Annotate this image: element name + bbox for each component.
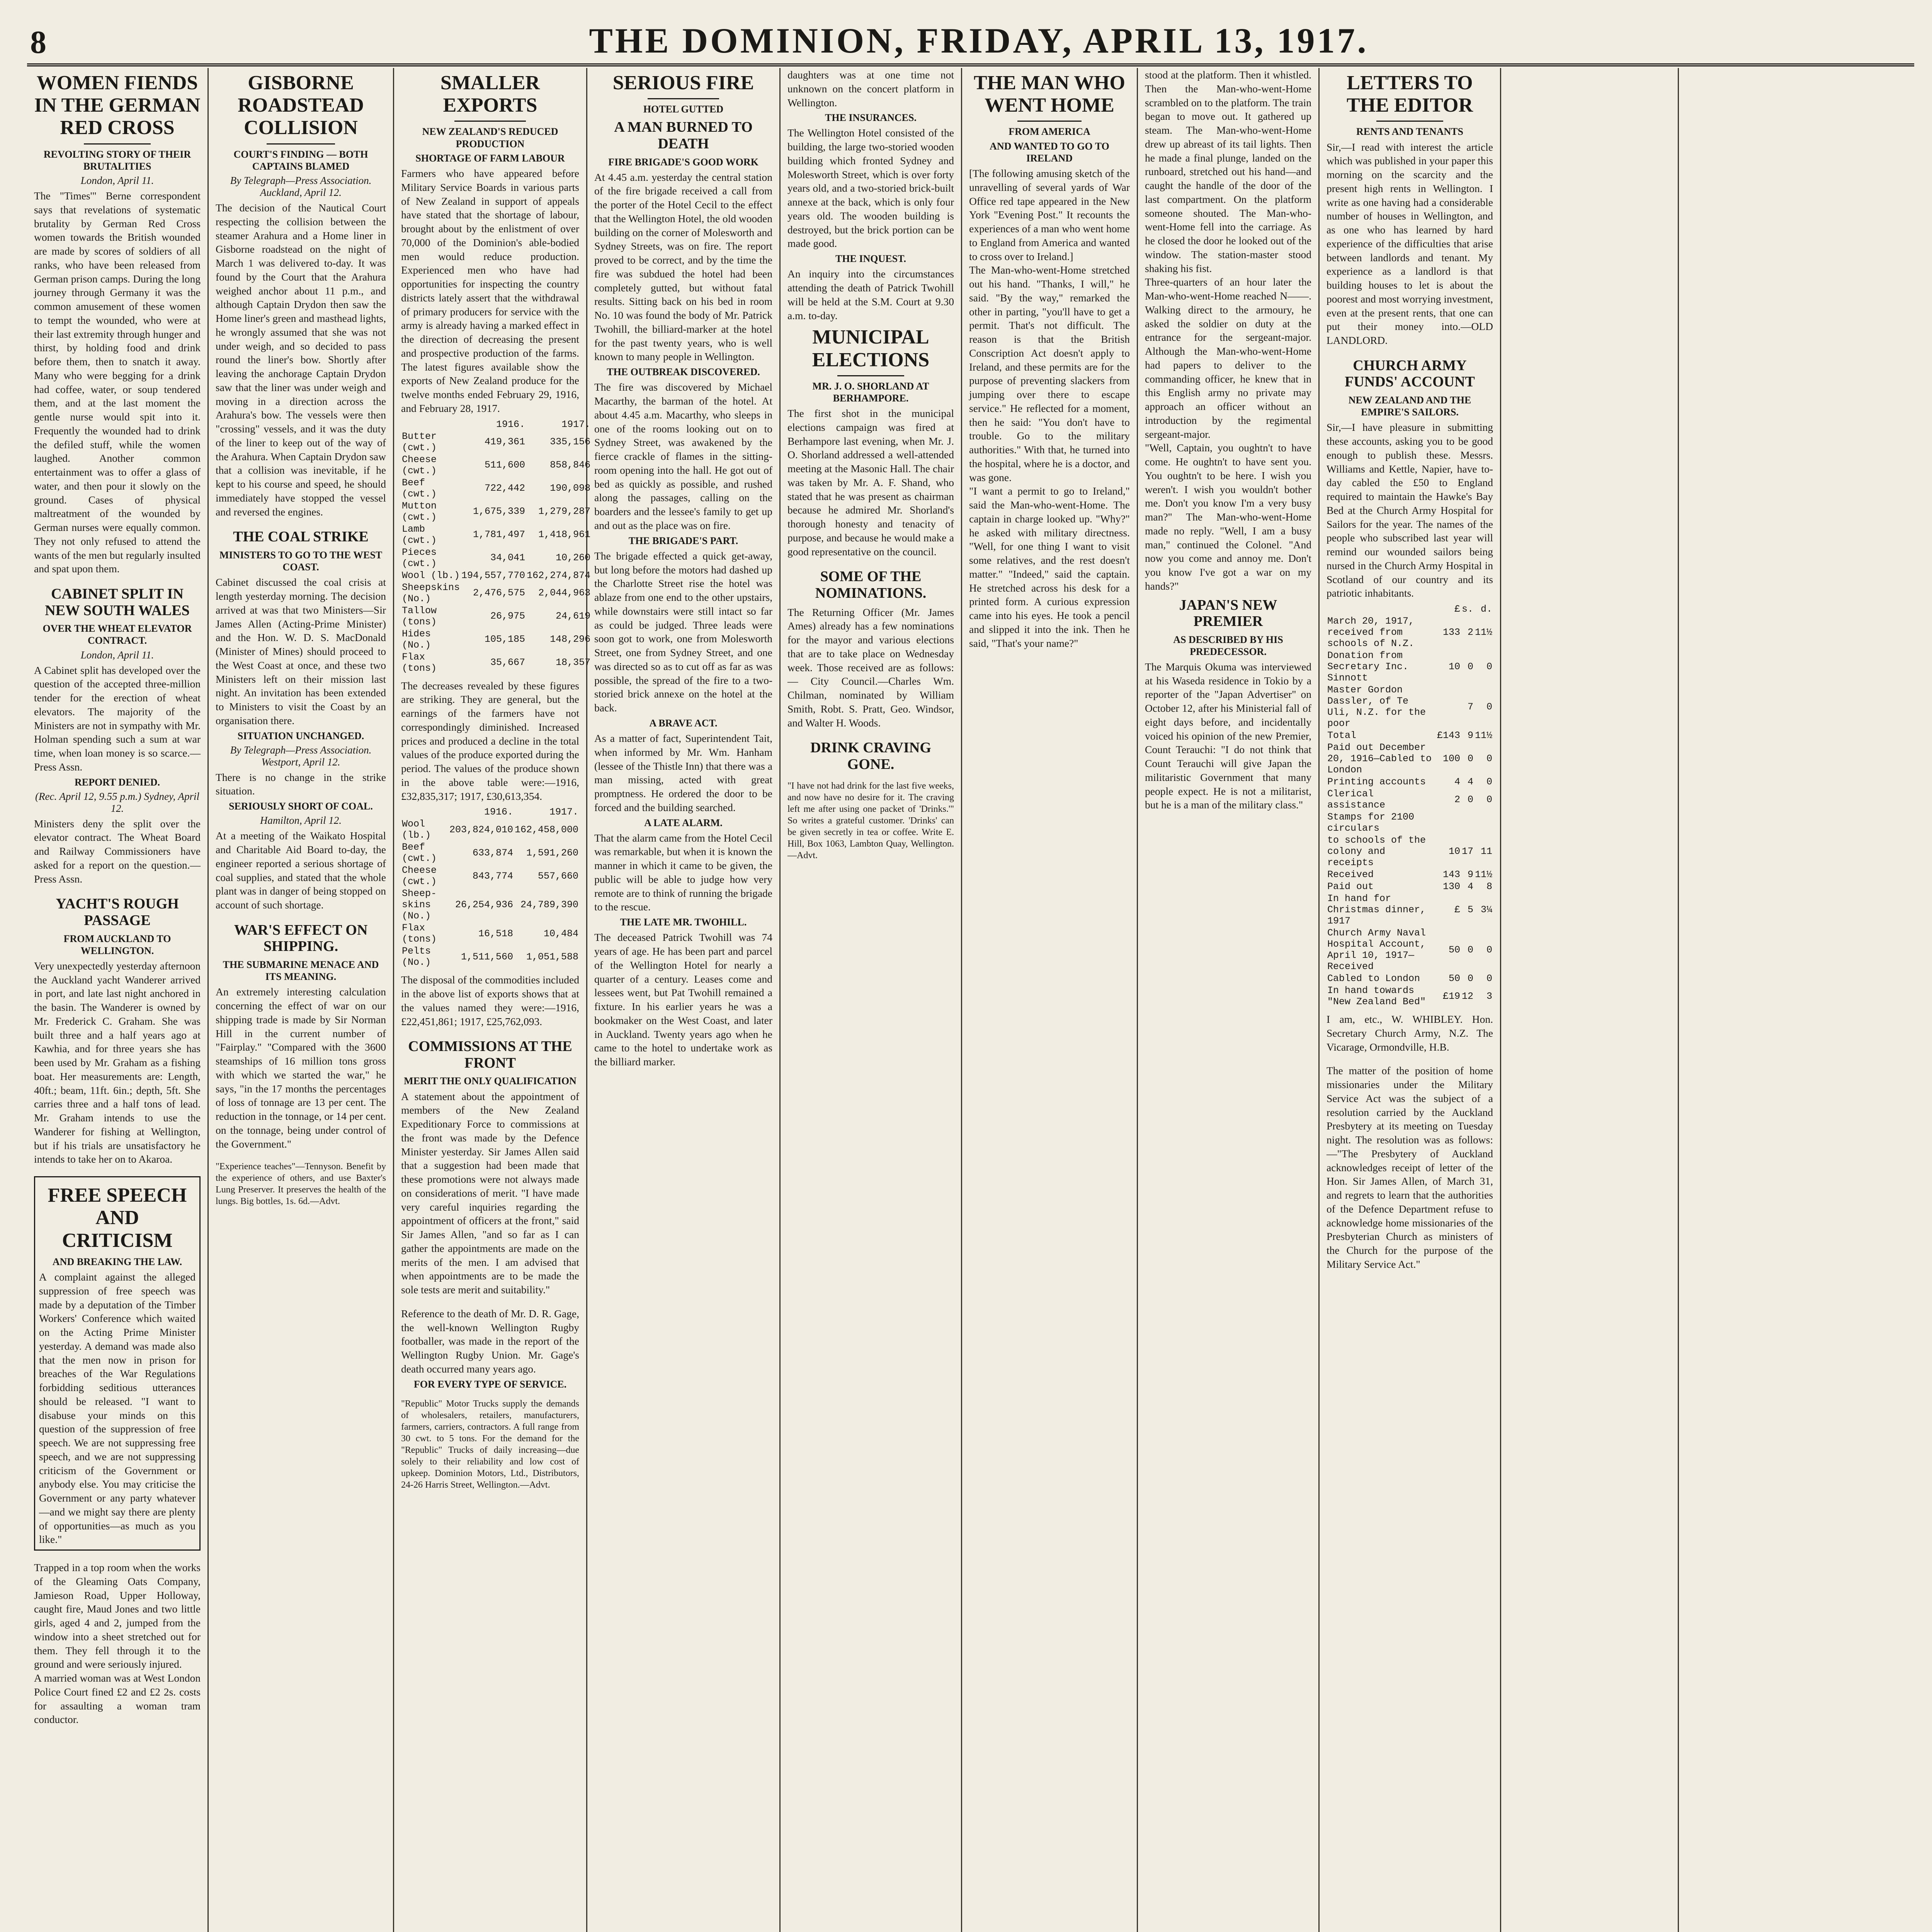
article-body: There is no change in the strike situation. — [216, 771, 386, 797]
article-body: The disposal of the commodities included in the above list of exports shows that at the values named they were:—1916, £22,451,861; 1917, £25,762,093. — [401, 974, 579, 1027]
table-cell: 3¼ — [1480, 904, 1492, 916]
article-body: Three-quarters of an hour later the Man-who-went-Home reached N——. Walking direct to the armoury, he asked the soldier on duty at the entrance for the sergeant-major. Although the Man-who-went-Home had papers to deliver to the commanding officer, he knew that in this English army no private may approach an officer without an introduction by the regimental sergeant-major. — [1145, 276, 1311, 440]
subheadline: A LATE ALARM. — [644, 817, 723, 828]
table-row — [1327, 881, 1493, 893]
table-row — [401, 922, 579, 945]
table-cell: 10,484 — [543, 928, 578, 939]
article-continued: stood at the platform. Then it whistled. Then the Man-who-went-Home scrambled on to the platform. The train began to move out. It gathered up steam. The Man-who-went-Home drew up abreast of its tail lights. Then he made a final plunge, landed on the runboard, stretched out his hand—and caught the handle of the door of the last compartment. On the platform someone shouted. The Man-who-went-Home fell into the carriage. As he closed the door he looked out of the window. The station-master stood shaking his fist. — [1145, 69, 1311, 274]
divider — [84, 143, 150, 145]
article-shipping — [216, 922, 386, 1151]
article-commissions — [401, 1038, 579, 1297]
subheadline: REPORT DENIED. — [74, 776, 160, 788]
article-smaller-exports — [401, 72, 591, 1028]
table-header-row — [401, 418, 591, 430]
dateline: By Telegraph—Press Association. Auckland, April 12. — [230, 175, 372, 199]
table-cell: 0 — [1486, 973, 1492, 985]
table-cell: Church Army Naval Hospital Account, April 10, 1917—Received — [1327, 927, 1426, 973]
table-row — [401, 841, 579, 864]
table-row — [401, 945, 579, 968]
subheadline: THE INQUEST. — [835, 253, 906, 265]
table-cell: 1,781,497 — [473, 529, 526, 541]
article-body: Sir,—I have pleasure in submitting these accounts, asking you to be good enough to publish these. Messrs. Williams and Kettle, Napier, have to-day cabled the £50 to England required to maintain the Hawke's Bay Bed at the Church Army Hospital for Sailors for the year. The names of the people who subscribed last year will remind our wounded sailors being nursed in the Church Army Hospital in Scotland of our country and its patriotic inhabitants. — [1327, 421, 1493, 599]
table-cell: 4 — [1467, 881, 1473, 893]
table-header: £ — [1454, 604, 1460, 615]
table-cell: 105,185 — [485, 634, 526, 645]
subheadline: OVER THE WHEAT ELEVATOR CONTRACT. — [43, 623, 192, 646]
advertisement: "Experience teaches"—Tennyson. Benefit by the experience of others, and use Baxter's Lung Preserver. It preserves the health of the lungs. Big bottles, 1s. 6d.—Advt. — [216, 1162, 386, 1207]
table-cell: 0 — [1467, 944, 1473, 956]
article-free-speech — [34, 1176, 201, 1551]
table-cell: 4 — [1454, 776, 1460, 788]
table-cell: 0 — [1486, 776, 1492, 788]
table-cell: 17 — [1461, 846, 1473, 857]
masthead — [27, 15, 1914, 66]
table-cell: 3 — [1486, 990, 1492, 1002]
subheadline: THE INSURANCES. — [825, 112, 917, 124]
table-cell: 26,254,936 — [455, 899, 513, 911]
table-cell: Cheese (cwt.) — [402, 454, 437, 476]
table-cell: £19 — [1442, 990, 1460, 1002]
table-cell: Sheep-skins (No.) — [402, 888, 437, 922]
article-body: The deceased Patrick Twohill was 74 years of age. He has been part and parcel of the Wellington Hotel for nearly a quarter of a century. Leases come and lessees went, but Pat Twohill remained a fixture. In his earlier years he was a bookmaker on the West Coast, and later in Auckland. Twenty years ago when he came to the hotel to undertake work as the billiard marker. — [594, 931, 772, 1068]
table-cell: 16,518 — [478, 928, 513, 939]
article-body: The "Times'" Berne correspondent says that revelations of systematic brutality by German Red Cross women towards the British wounded are made by scores of soldiers of all ranks, who have been released from German prison camps. During the long journey through Germany it was the common amusement of these women to tempt the wounded, who were at their last extremity through hunger and thirst, by holding food and drink before them, then to snatch it away. Many who were begging for a drink had coffee, water, or soup tendered them, and at the last moment the gentle nurse would spit into it. Frequently the wounded had to drink the defiled stuff, while the women laughed. Another common entertainment was to offer a glass of water, and then pour it slowly on the ground. Cases of physical maltreatment of the wounded by German nurses were equally common. They not only refused to attend the wants of the men but regularly insulted and spat upon them. — [34, 190, 201, 575]
table-row — [401, 818, 579, 841]
table-row — [401, 628, 591, 651]
article-body: An extremely interesting calculation concerning the effect of war on our shipping trade is made by Sir Norman Hill in the current number of "Fairplay." "Compared with the 3600 steamships of 16 million tons gross with which we started the war," he says, "in the 17 months the percentages of loss of tonnage are 13 per cent. The reduction in the tonnage, or 14 per cent. on the tonnage, being under control of the Government." — [216, 986, 386, 1150]
table-cell — [1474, 811, 1493, 834]
table-cell — [1436, 684, 1461, 730]
table-cell: 12 — [1461, 990, 1473, 1002]
subheadline: A BRAVE ACT. — [649, 717, 718, 729]
article-body: As a matter of fact, Superintendent Tait, when informed by Mr. Wm. Hanham (lessee of the Thistle Inn) that there was a man missing, acted with great promptness. He ordered the door to be forced and the building searched. — [594, 732, 772, 813]
table-row — [401, 546, 591, 570]
table-row — [1327, 927, 1493, 973]
table-row — [1327, 742, 1493, 776]
column-5 — [781, 68, 962, 1932]
table-cell: Sheepskins (No.) — [402, 582, 460, 604]
column-9 — [1501, 68, 1679, 1932]
headline: GISBORNE ROADSTEAD COLLISION — [238, 72, 364, 139]
table-cell: Received — [1327, 869, 1374, 881]
table-cell: 18,357 — [556, 657, 591, 668]
headline: FREE SPEECH AND CRITICISM — [48, 1184, 187, 1252]
table-cell: 5 — [1467, 904, 1473, 916]
article-intro: [The following amusing sketch of the unravelling of several yards of War Office red tape appeared in the New York "Evening Post." It recounts the experiences of a man who went home to England from America and wanted to cross over to Ireland.] — [969, 167, 1130, 262]
table-cell: 4 — [1467, 776, 1473, 788]
table-cell: Total — [1327, 730, 1357, 742]
table-row — [1327, 650, 1493, 684]
table-cell: 10,260 — [556, 552, 591, 564]
article-body: Sir,—I read with interest the article which was published in your paper this morning on the scarcity and the present high rents in Wellington. I write as one having had a considerable number of houses in Wellington, and as one who has learned by hard experience of the difficulties that arise between landlords and tenant. My experience as a landlord is that building houses to let is about the poorest and most worrying investment, even at the present rents, that one can put their money into.—OLD LANDLORD. — [1327, 141, 1493, 347]
table-cell: 9 — [1467, 730, 1473, 742]
table-cell: 0 — [1467, 661, 1473, 673]
table-header — [401, 418, 461, 430]
table-cell: 9 — [1467, 869, 1473, 881]
article-body: Cabinet discussed the coal crisis at length yesterday morning. The decision arrived at was that two Ministers—Sir James Allen (Acting-Prime Minister) and the Hon. W. D. S. MacDonald (Minister of Mines) should proceed to the West Coast at once, and these two Ministers left on their mission last night. An invitation has been extended to Ministers to visit the Coast by an organisation there. — [216, 576, 386, 726]
table-cell: 130 — [1442, 881, 1460, 893]
table-cell: 162,274,874 — [527, 570, 591, 581]
article-cabinet-split — [34, 586, 201, 886]
table-cell: Cheese (cwt.) — [402, 865, 437, 888]
table-header: 1917. — [561, 418, 591, 430]
table-cell: Wool (lb.) — [402, 570, 460, 581]
table-row — [1327, 684, 1493, 730]
article-body: The Man-who-went-Home stretched out his hand. "Thanks, I will," he said. "By the way," remarked the other in parting, "you'll have to get a permit. That's not difficult. The reason is that the British Conscription Act doesn't apply to Ireland, and these permits are for the purpose of preventing slackers from jumping over there to escape service." He reflected for a moment, then he said: "You don't have to trouble. Go to the military authorities." With that, he turned into the hospital, where he is a doctor, and was gone. — [969, 264, 1130, 483]
divider — [1017, 121, 1082, 122]
headline: SOME OF THE NOMINATIONS. — [815, 568, 927, 602]
article-body: A statement about the appointment of members of the New Zealand Expeditionary Force to commissions at the front was made by the Defence Minister yesterday. Sir James Allen said that a suggestion had been made that these promotions were not always made on considerations of merit. "I have made very careful inquiries regarding the appointment of officers at the front," said Sir James Allen, "and so far as I can gather the appointments are made on the merits of the men. I am advised that when appointments are to be made the sole tests are merit and suitability." — [401, 1090, 579, 1296]
table-cell: Wool (lb.) — [402, 818, 431, 841]
subheadline: SITUATION UNCHANGED. — [237, 730, 364, 742]
table-cell: 419,361 — [485, 436, 526, 448]
table-row — [401, 477, 591, 500]
table-row — [1327, 893, 1493, 927]
table-cell: Flax (tons) — [402, 922, 437, 945]
divider — [454, 121, 526, 122]
column-10 — [1679, 68, 1914, 1932]
table-cell: Pieces (cwt.) — [402, 546, 437, 569]
table-cell: 24,789,390 — [520, 899, 578, 911]
column-6 — [962, 68, 1138, 1932]
table-cell: Pelts (No.) — [402, 946, 431, 968]
page-title: THE DOMINION, FRIDAY, APRIL 13, 1917. — [589, 21, 1369, 60]
article-serious-fire — [594, 72, 772, 1069]
article-yacht — [34, 896, 201, 1166]
table-row — [1327, 615, 1493, 650]
table-cell: 11½ — [1475, 730, 1492, 742]
column-1 — [27, 68, 209, 1932]
subheadline: THE BRIGADE'S PART. — [628, 535, 738, 546]
table-cell: Donation from Secretary Inc. Sinnott — [1327, 650, 1409, 684]
table-header: d. — [1480, 604, 1492, 615]
table-cell: 0 — [1486, 753, 1492, 765]
exports-table-1 — [401, 418, 591, 674]
exports-table-2 — [401, 806, 579, 968]
divider — [837, 375, 904, 376]
table-cell: 1,591,260 — [526, 847, 578, 859]
table-row — [401, 430, 591, 454]
table-header: 1916. — [484, 806, 513, 818]
subheadline: THE LATE MR. TWOHILL. — [620, 917, 747, 928]
table-cell: Mutton (cwt.) — [402, 500, 437, 523]
table-cell: Paid out — [1327, 881, 1374, 893]
signature: I am, etc., W. WHIBLEY. Hon. Secretary Church Army, N.Z. The Vicarage, Ormondville, H.B. — [1327, 1013, 1493, 1053]
dateline: London, April 11. — [80, 175, 154, 187]
table-cell: 190,098 — [550, 483, 591, 494]
table-row — [1327, 973, 1493, 985]
divider — [1376, 121, 1443, 122]
table-row — [1327, 985, 1493, 1008]
subheadline: THE SUBMARINE MENACE AND ITS MEANING. — [223, 959, 379, 983]
table-row — [401, 864, 579, 888]
table-header — [401, 806, 449, 818]
table-row — [401, 888, 579, 922]
article-body: The Returning Officer (Mr. James Ames) already has a few nominations for the mayor and various elections that are to take place on Wednesday week. Those received are as follows:— City Council.—Charles Wm. Chilman, nominated by William Smith, Robt. S. Pratt, Geo. Windsor, and Walter H. Woods. — [787, 606, 954, 729]
subheadline: AS DESCRIBED BY HIS PREDECESSOR. — [1173, 634, 1283, 657]
table-cell: 50 — [1448, 944, 1460, 956]
table-cell — [1461, 811, 1474, 834]
headline: THE MAN WHO WENT HOME — [974, 72, 1125, 117]
table-cell: Master Gordon Dassler, of Te Uli, N.Z. for the poor — [1327, 684, 1426, 730]
dateline: Hamilton, April 12. — [260, 815, 342, 827]
table-cell: 0 — [1467, 753, 1473, 765]
subheadline: MR. J. O. SHORLAND AT BERHAMPORE. — [812, 380, 929, 404]
table-cell: to schools of the colony and receipts — [1327, 835, 1426, 869]
headline: CABINET SPLIT IN NEW SOUTH WALES — [45, 586, 190, 619]
article-man-who-went-home — [969, 72, 1130, 650]
table-row — [1327, 730, 1493, 742]
subheadline: REVOLTING STORY OF THEIR BRUTALITIES — [43, 148, 191, 172]
subheadline: FOR EVERY TYPE OF SERVICE. — [413, 1378, 567, 1390]
article-letters-editor — [1327, 72, 1493, 347]
article-body: The first shot in the municipal elections campaign was fired at Berhampore last evening, when Mr. J. O. Shorland addressed a well-attended meeting at the Masonic Hall. The chair was taken by Mr. A. F. Shand, who stated that he was present as chairman because he admired Mr. Shorland's thorough honesty and tenacity of purpose, and because he would make a good representative on the council. — [787, 407, 954, 558]
headline: A MAN BURNED TO DEATH — [614, 119, 753, 152]
article-body: An inquiry into the circumstances attending the death of Patrick Twohill will be held at the S.M. Court at 9.30 a.m. to-day. — [787, 268, 954, 321]
table-cell: 203,824,010 — [449, 824, 513, 835]
table-cell: 8 — [1486, 881, 1492, 893]
divider — [648, 98, 719, 99]
column-4 — [587, 68, 781, 1932]
article-body: The decreases revealed by these figures are striking. They are general, but the earnings of the farmers have not correspondingly diminished. Increased prices and produced a decline in the total values of the produce exported during the period. The values of the produce shown in the above table were:—1916, £32,835,317; 1917, £30,613,354. — [401, 679, 579, 802]
headline: SERIOUS FIRE — [612, 72, 754, 94]
subheadline: FROM AMERICA — [1009, 126, 1090, 138]
table-cell: Clerical assistance — [1327, 788, 1386, 811]
table-row — [1327, 834, 1493, 869]
headline: CHURCH ARMY FUNDS' ACCOUNT — [1345, 357, 1475, 390]
table-cell: 7 — [1467, 701, 1473, 713]
table-cell: 0 — [1486, 661, 1492, 673]
table-header-row — [1327, 603, 1493, 615]
article-coal-strike — [216, 529, 386, 912]
news-brief: Reference to the death of Mr. D. R. Gage, the well-known Wellington Rugby footballer, was made in the report of the Wellington Rugby Union. Mr. Gage's death occurred many years ago. — [401, 1307, 579, 1375]
subheadline: HOTEL GUTTED — [643, 104, 724, 115]
table-cell: 1,511,560 — [461, 951, 513, 963]
table-cell: 0 — [1467, 973, 1473, 985]
column-3 — [394, 68, 591, 1932]
table-cell: 0 — [1486, 701, 1492, 713]
table-cell: 11½ — [1475, 627, 1492, 638]
table-body — [401, 430, 591, 674]
headline: SMALLER EXPORTS — [440, 72, 540, 117]
article-nominations — [787, 568, 954, 730]
table-row — [401, 454, 591, 477]
news-brief: A married woman was at West London Police Court fined £2 and £2 2s. costs for assaulting a woman tram conductor. — [34, 1672, 201, 1726]
table-cell: 0 — [1467, 794, 1473, 805]
table-cell: Cabled to London — [1327, 973, 1420, 985]
table-cell: 148,296 — [550, 634, 591, 645]
subheadline: NEW ZEALAND'S REDUCED PRODUCTION — [422, 126, 558, 150]
table-cell: 1,675,339 — [473, 506, 526, 517]
headline: JAPAN'S NEW PREMIER — [1179, 597, 1277, 630]
table-cell: 35,667 — [490, 657, 526, 668]
dateline: By Telegraph—Press Association. Westport, April 12. — [230, 744, 372, 768]
article-body: The Wellington Hotel consisted of the building, the large two-storied wooden building which fronted Sydney and Molesworth Street, which is over forty years old, and a two-storied brick-built annexe at the back, which is only four years old. The wooden building is destroyed, but the brick portion can be made good. — [787, 127, 954, 250]
headline: THE COAL STRIKE — [233, 529, 369, 545]
table-cell: 162,458,000 — [514, 824, 578, 835]
table-header-row — [401, 806, 579, 818]
table-cell: 1,418,961 — [538, 529, 591, 541]
table-cell: 722,442 — [485, 483, 526, 494]
table-cell: In hand for Christmas dinner, 1917 — [1327, 893, 1426, 927]
table-cell: 143 — [1442, 869, 1460, 881]
article-body: At 4.45 a.m. yesterday the central station of the fire brigade received a call from the porter of the Hotel Cecil to the effect that the Wellington Hotel, the old wooden building on the corner of Molesworth and Sydney Streets, was on fire. The report proved to be correct, and by the time the fire was subdued the hotel had been completely gutted, but without fatal results. Sitting back on his bed in room No. 10 was found the body of Mr. Patrick Twohill, the billiard-marker at the hotel for the past twenty years, who is well known to many people in Wellington. — [594, 171, 772, 363]
table-cell: 1,279,287 — [538, 506, 591, 517]
table-cell: Butter (cwt.) — [402, 430, 437, 453]
table-cell: In hand towards "New Zealand Bed" — [1327, 985, 1426, 1008]
headline: LETTERS TO THE EDITOR — [1346, 72, 1473, 117]
accounts-table — [1327, 603, 1493, 1008]
subheadline: FROM AUCKLAND TO WELLINGTON. — [63, 933, 171, 956]
subheadline: NEW ZEALAND AND THE EMPIRE'S SAILORS. — [1348, 395, 1471, 418]
article-body: "I want a permit to go to Ireland," said the Man-who-went-Home. The captain in charge looked up. "Why?" he asked with military directness. "Well, for one thing I want to visit some relatives, and the rest doesn't matter." "Indeed," said the captain. He stretched across his desk for a printed form. A curious expression came into his eyes. He took a pencil and slipped it into the ink. Then he said, "That's your name?" — [969, 485, 1130, 649]
table-cell: 11 — [1480, 846, 1492, 857]
headline: WAR'S EFFECT ON SHIPPING. — [234, 922, 368, 955]
table-row — [401, 523, 591, 546]
table-row — [401, 605, 591, 628]
table-cell: 194,557,770 — [461, 570, 526, 581]
table-row — [401, 651, 591, 674]
column-8 — [1320, 68, 1501, 1932]
headline: COMMISSIONS AT THE FRONT — [408, 1038, 572, 1071]
table-cell: 2,044,963 — [538, 587, 591, 599]
article-body: Very unexpectedly yesterday afternoon the Auckland yacht Wanderer arrived in port, and late last night anchored in the basin. The Wanderer is owned by Mr. Frederick C. Graham. She was built three and a half years ago at Kawhia, and for three years she has been used by Mr. Graham as a fishing boat. Her measurements are: Length, 40ft.; beam, 11ft. 6in.; depth, 5ft. She carries three and a half tons of lead. Mr. Graham intends to use the Wanderer for fishing at Wellington, but if his trials are unsatisfactory he intends to take her on to Akaroa. — [34, 959, 201, 1165]
table-cell: 133 — [1442, 627, 1460, 638]
table-cell: 50 — [1448, 973, 1460, 985]
column-7 — [1138, 68, 1320, 1932]
table-cell: March 20, 1917, received from schools of N.Z. — [1327, 616, 1415, 650]
table-cell: Stamps for 2100 circulars — [1327, 811, 1415, 834]
subheadline: COURT'S FINDING — BOTH CAPTAINS BLAMED — [233, 148, 368, 172]
article-body: That the alarm came from the Hotel Cecil was remarkable, but when it is known the manner in which it came to be given, the public will be able to judge how very remote are to think of running the brigade to the rescue. — [594, 832, 772, 913]
headline: YACHT'S ROUGH PASSAGE — [56, 896, 179, 929]
table-cell: 34,041 — [490, 552, 526, 564]
table-row — [401, 500, 591, 523]
table-row — [401, 570, 591, 582]
subheadline: MERIT THE ONLY QUALIFICATION — [404, 1075, 577, 1087]
table-header: 1916. — [496, 418, 526, 430]
table-cell: 10 — [1448, 846, 1460, 857]
table-cell: 100 — [1442, 753, 1460, 765]
subheadline: THE OUTBREAK DISCOVERED. — [607, 366, 760, 378]
table-body — [401, 818, 579, 968]
table-cell: 511,600 — [485, 459, 526, 471]
table-cell: 0 — [1486, 944, 1492, 956]
article-body: A Cabinet split has developed over the question of the accepted three-million tender for the erection of wheat elevators. The majority of the Ministers are not in sympathy with Mr. Holman spending such a sum at war time, when loan money is so scarce.—Press Assn. — [34, 664, 201, 773]
table-cell: 1,051,588 — [526, 951, 578, 963]
article-body: "Well, Captain, you oughtn't to have come. He oughtn't to have sent you. You oughtn't to be here. I wish you weren't. I wish you wouldn't bother me. Don't you know I'm a very busy man?" The Man-who-went-Home made no reply. "Well, I am a busy man," continued the Colonel. "And now you come and annoy me. Don't you know I've got a war on my hands?" — [1145, 442, 1311, 592]
table-cell: Beef (cwt.) — [402, 477, 437, 500]
advertisement: "I have not had drink for the last five weeks, and now have no desire for it. The craving left me after using one packet of 'Drinks.'" So writes a grateful customer. 'Drinks' can be given secretly in tea or coffee. Write E. Hill, Box 1063, Lambton Quay, Wellington.—Advt. — [787, 781, 954, 861]
article-body: The brigade effected a quick get-away, but long before the motors had dashed up the Charlotte Street rise the hotel was ablaze from one end to the other upstairs, while downstairs were still intact so far as could be judged. Three leads were soon got to work, one from Molesworth Street, one from Sydney Street, and one was directed so as to cut off as far as was possible, the spread of the fire to a two-storied brick annexe on the hotel at the back. — [594, 549, 772, 714]
table-cell: 335,156 — [550, 436, 591, 448]
article-church-army — [1327, 357, 1493, 1054]
article-women-fiends — [34, 72, 201, 576]
table-row — [401, 582, 591, 605]
article-body: Farmers who have appeared before Military Service Boards in various parts of New Zealand in support of appeals have stated that the shortage of labour, brought about by the enlistment of over 70,000 of the Dominion's able-bodied men would reduce production. Experienced men who have had opportunities for inspecting the country districts lately assert that the withdrawal of primary producers for service with the army is already having a marked effect in the direction of decreasing the present and prospective production of the farms. The latest figures available show the exports of New Zealand produce for the twelve months ended February 29, 1916, and February 28, 1917. — [401, 167, 579, 414]
table-cell: Beef (cwt.) — [402, 842, 437, 864]
article-body: A complaint against the alleged suppression of free speech was made by a deputation of the Timber Workers' Conference which waited on the Acting Prime Minister yesterday. A demand was made also that the men now in prison for breaches of the War Regulations forbidding seditious utterances should be released. "I want to disabuse your minds on this question of the suppression of free speech. We are not suppressing free speech, and we are not suppressing criticism of the Government or anybody else. You may criticise the Government or any party whatever—and we might say there are plenty of opportunities—as much as you like." — [39, 1271, 196, 1546]
table-cell: Lamb (cwt.) — [402, 523, 437, 546]
subheadline: MINISTERS TO GO TO THE WEST COAST. — [219, 549, 383, 573]
table-row — [1327, 776, 1493, 788]
article-body: At a meeting of the Waikato Hospital and Charitable Aid Board to-day, the engineer reported a serious shortage of coal supplies, and stated that the whole plant was in danger of being stopped on account of such shortage. — [216, 830, 386, 911]
table-cell — [1436, 811, 1461, 834]
article-body: Ministers deny the split over the elevator contract. The Wheat Board and Railway Commissioners have asked for a report on the question.—Press Assn. — [34, 817, 201, 885]
table-cell: 11½ — [1475, 869, 1492, 881]
subheadline: FIRE BRIGADE'S GOOD WORK — [608, 156, 759, 168]
table-cell: 24,619 — [556, 611, 591, 622]
divider — [267, 143, 335, 145]
article-body: The decision of the Nautical Court respecting the collision between the steamer Arahura and a Home liner in Gisborne roadstead on the night of March 1 was delivered to-day. It was found by the Court that the Arahura weighed anchor about 11 p.m., and although Captain Drydon then saw the Home liner's green and masthead lights, he wrongly assumed that she was not under weigh, and so decided to pass round the liner's bow. Shortly after leaving the anchorage Captain Drydon saw that the liner was under weigh and moving in a direction across the Arahura's bow. The vessels were then "crossing" vessels, and it was the duty of the liner to keep out of the way of the Arahura. When Captain Drydon saw that a collision was inevitable, if he kept to his course and speed, he should immediately have stopped the vessel and reversed the engines. — [216, 202, 386, 518]
article-body: The Marquis Okuma was interviewed at his Waseda residence in Tokio by a reporter of the "Japan Advertiser" on October 12, after his Ministerial fall of eight days before, and incidentally voiced his opinion of the new Premier, Count Terauchi: "I do not think that Count Terauchi will give Japan the militaristic Government that many people expect. He is not a militarist, but he is a man of the military class." — [1145, 660, 1311, 811]
table-header: s. — [1461, 604, 1473, 615]
dateline: (Rec. April 12, 9.55 p.m.) Sydney, April 12. — [35, 790, 199, 814]
table-header: 1917. — [549, 806, 578, 818]
table-cell: 2 — [1467, 627, 1473, 638]
dateline: London, April 11. — [80, 649, 154, 661]
table-cell: 858,846 — [550, 459, 591, 471]
table-cell: Hides (No.) — [402, 628, 431, 651]
column-2 — [209, 68, 394, 1932]
news-brief: The matter of the position of home missionaries under the Military Service Act was the subject of a resolution carried by the Auckland Presbytery at its meeting on Tuesday night. The resolution was as follows:—"The Presbytery of Auckland acknowledges receipt of letter of the Hon. Sir James Allen, of March 31, and regrets to learn that the authorities of the Defence Department refuse to acknowledge home missionaries of the Presbyterian Church as ministers of the Church for the purpose of the Military Service Act." — [1327, 1065, 1493, 1270]
article-gisborne-collision — [216, 72, 386, 519]
table-body — [1327, 615, 1493, 1008]
subheadline: AND WANTED TO GO TO IRELAND — [990, 140, 1109, 164]
article-body: The fire was discovered by Michael Macarthy, the barman of the hotel. At about 4.45 a.m. Macarthy, who sleeps in one of the rooms looking out on to Sydney Street, was awakened by the fierce crackle of flames in the sitting-room opening into the hall. He got out of bed as quickly as possible, and rushed along the passages, calling on the boarders and the lessee's family to get up and out as the place was on fire. — [594, 381, 772, 531]
article-municipal-elections — [787, 326, 954, 558]
subheadline: SHORTAGE OF FARM LABOUR — [415, 152, 565, 164]
table-cell: 26,975 — [490, 611, 526, 622]
table-cell: Printing accounts — [1327, 776, 1426, 788]
headline: WOMEN FIENDS IN THE GERMAN RED CROSS — [34, 72, 201, 139]
news-brief: Trapped in a top room when the works of the Gleaming Oats Company, Jamieson Road, Upper Holloway, caught fire, Maud Jones and two little girls, aged 4 and 2, jumped from the window into a sheet stretched out for them. They fell through it to the ground and were seriously injured. — [34, 1561, 201, 1670]
page-number: 8 — [30, 24, 46, 60]
article-continued: daughters was at one time not unknown on the concert platform in Wellington. — [787, 69, 954, 109]
table-cell: £ — [1454, 904, 1460, 916]
table-cell: 633,874 — [472, 847, 513, 859]
subheadline: AND BREAKING THE LAW. — [52, 1256, 182, 1267]
table-cell: 2 — [1454, 794, 1460, 805]
table-row — [1327, 811, 1493, 834]
table-cell: 10 — [1448, 661, 1460, 673]
table-cell: Flax (tons) — [402, 651, 437, 674]
table-cell: 557,660 — [537, 870, 578, 882]
advertisement: "Republic" Motor Trucks supply the demands of wholesalers, retailers, manufacturers, farmers, carriers, contractors. A full range from 30 cwt. to 5 tons. For the demand for the "Republic" Trucks of daily increasing—due solely to their reliability and low cost of upkeep. Dominion Motors, Ltd., Distributors, 24-26 Harris Street, Wellington.—Advt. — [401, 1398, 579, 1490]
article-japan-premier — [1145, 597, 1311, 812]
subheadline: RENTS AND TENANTS — [1356, 126, 1463, 138]
table-cell: Tallow (tons) — [402, 605, 437, 628]
columns — [27, 68, 1914, 1932]
table-cell: Paid out December 20, 1916—Cabled to London — [1327, 742, 1432, 776]
subheadline: SERIOUSLY SHORT OF COAL. — [229, 801, 373, 812]
table-row — [1327, 788, 1493, 811]
table-cell: 0 — [1486, 794, 1492, 805]
table-cell: 2,476,575 — [473, 587, 526, 599]
table-row — [1327, 869, 1493, 881]
table-cell: £143 — [1437, 730, 1460, 742]
headline: DRINK CRAVING GONE. — [810, 740, 931, 772]
table-cell: 843,774 — [472, 870, 513, 882]
table-header — [1327, 603, 1436, 615]
headline: MUNICIPAL ELECTIONS — [812, 326, 930, 371]
